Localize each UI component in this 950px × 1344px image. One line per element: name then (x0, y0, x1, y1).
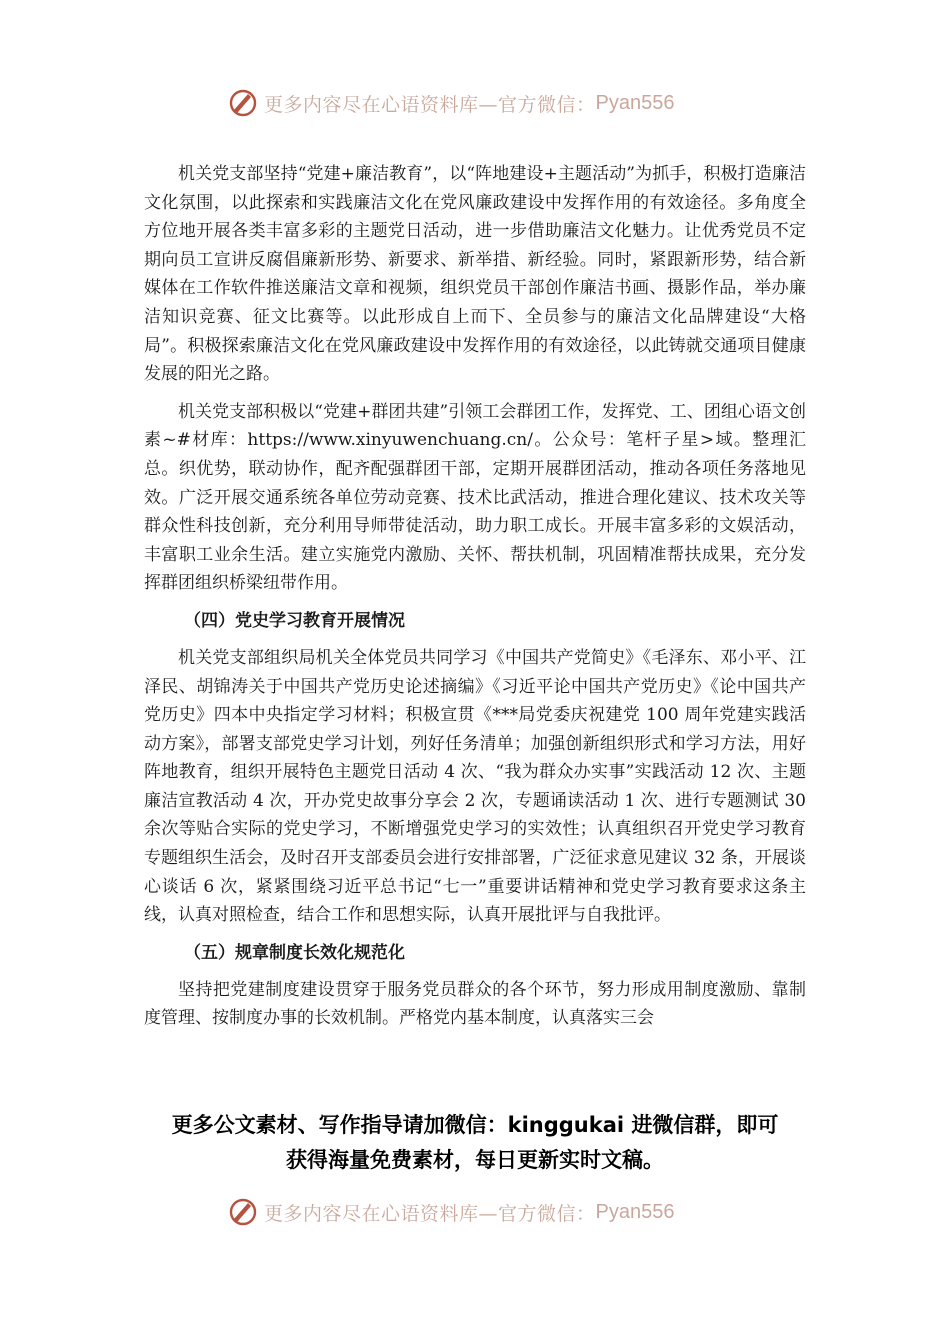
banner-text: 更多内容尽在心语资料库—官方微信： (264, 93, 596, 116)
banner-wechat-id: Pyan556 (595, 91, 675, 114)
footer-watermark-banner (228, 1195, 674, 1229)
promo-line-1: 更多公文素材、写作指导请加微信：kinggukai 进微信群，即可 (171, 1113, 779, 1137)
paragraph-2: 机关党支部积极以“党建+群团共建”引领工会群团工作，发挥党、工、团组心语文创素~#材库：https://www.xinyuwenchuang.cn/。公众号：笔杆子星>域。整理汇总。织优势，联动协作，配齐配强群团干部，定期开展群团活动，推动各项任务落地见效。广泛开展交通系统各单位劳动竞赛、技术比武活动，推进合理化建议、技术攻关等群众性科技创新，充分利用导师带徒活动，助力职工成长。开展丰富多彩的文娱活动，丰富职工业余生活。建立实施党内激励、关怀、帮扶机制，巩固精准帮扶成果，充分发挥群团组织桥梁纽带作用。 (144, 401, 806, 594)
banner-text: 更多内容尽在心语资料库—官方微信： (264, 1202, 596, 1225)
paragraph-3: 机关党支部组织局机关全体党员共同学习《中国共产党简史》《毛泽东、邓小平、江泽民、胡锦涛关于中国共产党历史论述摘编》《习近平论中国共产党历史》《论中国共产党历史》四本中央指定学习材料；积极宣贯《***局党委庆祝建党 100 周年党建实践活动方案》，部署支部党史学习计划，列好任务清单；加强创新组织形式和学习方法，用好阵地教育，组织开展特色主题党日活动 4 次、“我为群众办实事”实践活动 12 次、主题廉洁宣教活动 4 次，开办党史故事分享会 2 次，专题诵读活动 1 次、进行专题测试 30 余次等贴合实际的党史学习，不断增强党史学习的实效性；认真组织召开党史学习教育专题组织生活会，及时召开支部委员会进行安排部署，广泛征求意见建议 32 条，开展谈心谈话 6 次，紧紧围绕习近平总书记“七一”重要讲话精神和党史学习教育要求这条主线，认真对照检查，结合工作和思想实际，认真开展批评与自我批评。 (144, 647, 806, 926)
paragraph-4: 坚持把党建制度建设贯穿于服务党员群众的各个环节，努力形成用制度激励、靠制度管理、按制度办事的长效机制。严格党内基本制度，认真落实三会 (144, 979, 806, 1029)
banner-wechat-id: Pyan556 (595, 1200, 675, 1223)
paragraph-1: 机关党支部坚持“党建+廉洁教育”，以“阵地建设+主题活动”为抓手，积极打造廉洁文化氛围，以此探索和实践廉洁文化在党风廉政建设中发挥作用的有效途径。多角度全方位地开展各类丰富多彩的主题党日活动，进一步借助廉洁文化魅力。让优秀党员不定期向员工宣讲反腐倡廉新形势、新要求、新举措、新经验。同时，紧跟新形势，结合新媒体在工作软件推送廉洁文章和视频，组织党员干部创作廉洁书画、摄影作品，举办廉洁知识竞赛、征文比赛等。以此形成自上而下、全员参与的廉洁文化品牌建设“大格局”。积极探索廉洁文化在党风廉政建设中发挥作用的有效途径，以此铸就交通项目健康发展的阳光之路。 (144, 164, 806, 385)
section-heading-5: （五）规章制度长效化规范化 (184, 942, 405, 963)
brush-logo-icon (228, 88, 258, 118)
document-body (144, 160, 806, 1033)
brush-logo-icon (228, 1197, 258, 1227)
promo-notice (120, 1108, 830, 1178)
promo-line-2: 获得海量免费素材，每日更新实时文稿。 (286, 1148, 664, 1172)
section-heading-4: （四）党史学习教育开展情况 (184, 610, 405, 631)
header-watermark-banner (228, 86, 674, 120)
